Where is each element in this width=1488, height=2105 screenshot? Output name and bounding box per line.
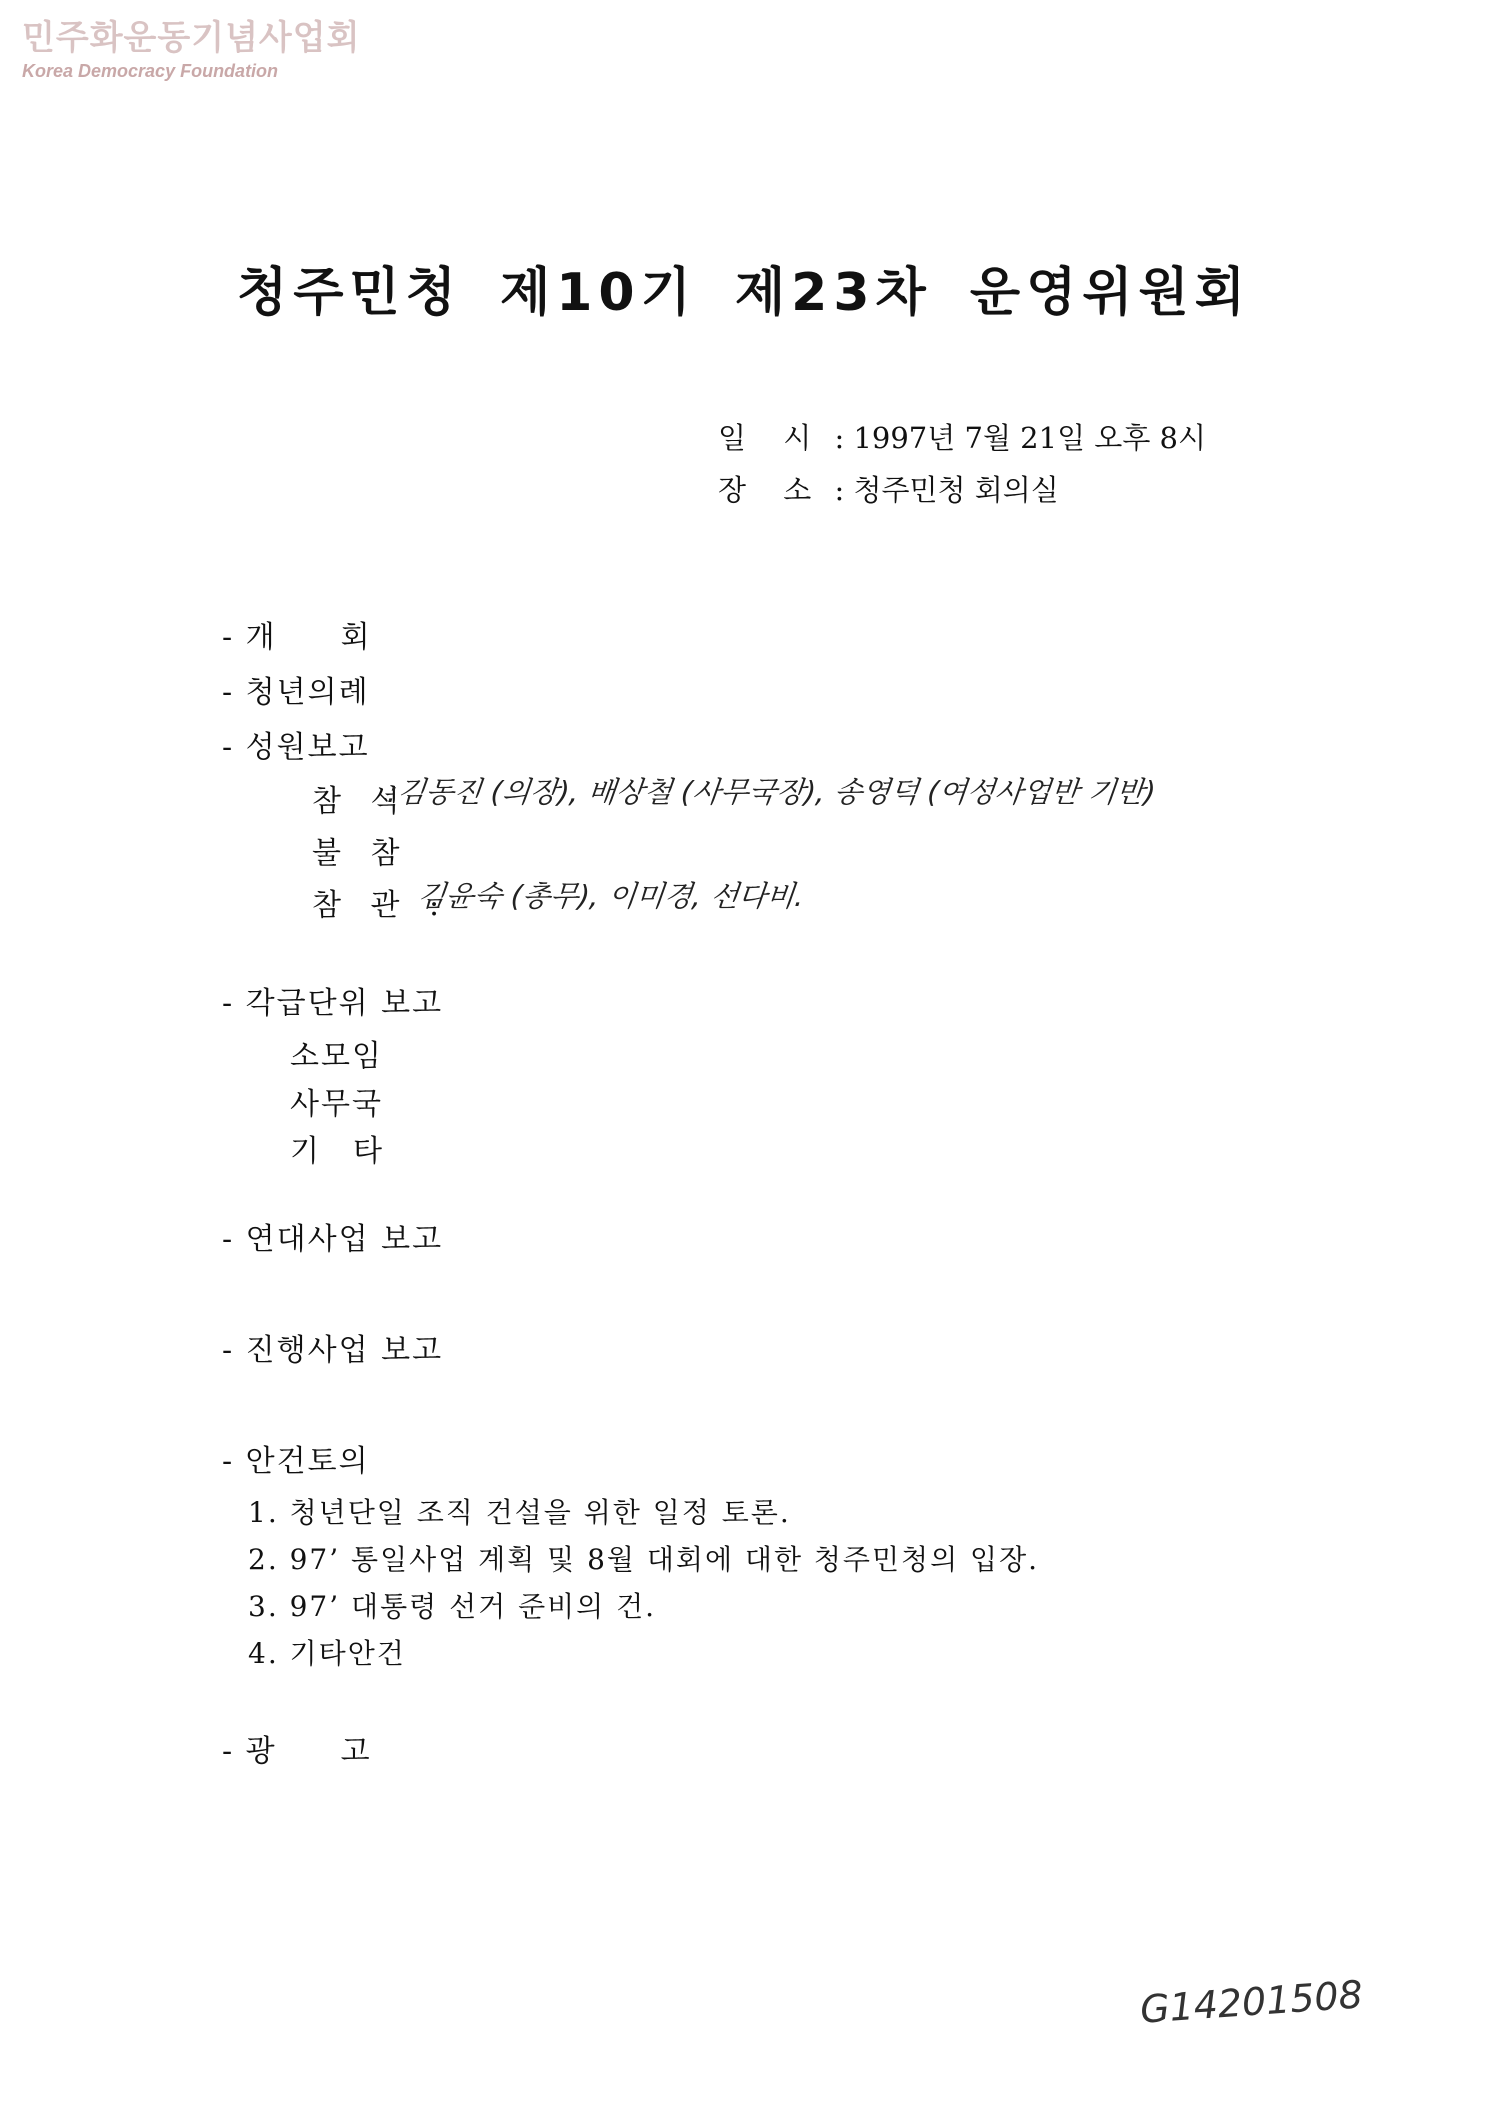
discussion-item-1: 1. 청년단일 조직 건설을 위한 일정 토론. xyxy=(248,1496,791,1529)
discussion-item-3: 3. 97’ 대통령 선거 준비의 건. xyxy=(248,1590,657,1623)
unit-item-small-group: 소모임 xyxy=(290,1039,383,1074)
agenda-progress-report: - 진행사업 보고 xyxy=(222,1333,444,1368)
absent-label: 불 참 xyxy=(312,836,410,871)
agenda-youth-rite: - 청년의례 xyxy=(222,675,370,710)
meeting-datetime xyxy=(718,412,1206,464)
datetime-value: : 1997년 7월 21일 오후 8시 xyxy=(834,421,1207,455)
agenda-member-report: - 성원보고 xyxy=(222,730,370,765)
attendees-handwriting: :김동진 (의장), 배상철 (사무국장), 송영덕 (여성사업반 기반) xyxy=(386,775,1158,809)
unit-item-other: 기 타 xyxy=(290,1134,384,1169)
watermark-english: Korea Democracy Foundation xyxy=(22,61,279,81)
document-title: 청주민청 제10기 제23차 운영위원회 xyxy=(236,263,1252,323)
datetime-label: 일 시 xyxy=(718,421,826,455)
agenda-opening: - 개 회 xyxy=(222,620,372,655)
discussion-item-4: 4. 기타안건 xyxy=(248,1637,406,1670)
discussion-item-2: 2. 97’ 통일사업 계획 및 8월 대회에 대한 청주민청의 입장. xyxy=(248,1543,1040,1576)
agenda-announcement: - 광 고 xyxy=(222,1734,372,1769)
observers-handwriting: 김윤숙 (총무), 이미경, 선다비. xyxy=(416,879,806,913)
agenda-solidarity-report: - 연대사업 보고 xyxy=(222,1222,444,1257)
place-value: : 청주민청 회의실 xyxy=(834,473,1059,507)
meeting-meta xyxy=(718,412,1206,516)
agenda-discussion: - 안건토의 xyxy=(222,1444,370,1479)
observer-label: 참 관 : xyxy=(312,888,450,923)
watermark-korean: 민주화운동기념사업회 xyxy=(22,18,361,58)
unit-item-secretariat: 사무국 xyxy=(290,1087,383,1122)
meeting-place xyxy=(718,464,1206,516)
attend-label: 참 석 xyxy=(312,784,410,819)
agenda-unit-report: - 각급단위 보고 xyxy=(222,986,444,1021)
place-label: 장 소 xyxy=(718,473,826,507)
foundation-watermark xyxy=(22,18,360,82)
archive-code-stamp: G14201508 xyxy=(1138,1972,1365,2032)
